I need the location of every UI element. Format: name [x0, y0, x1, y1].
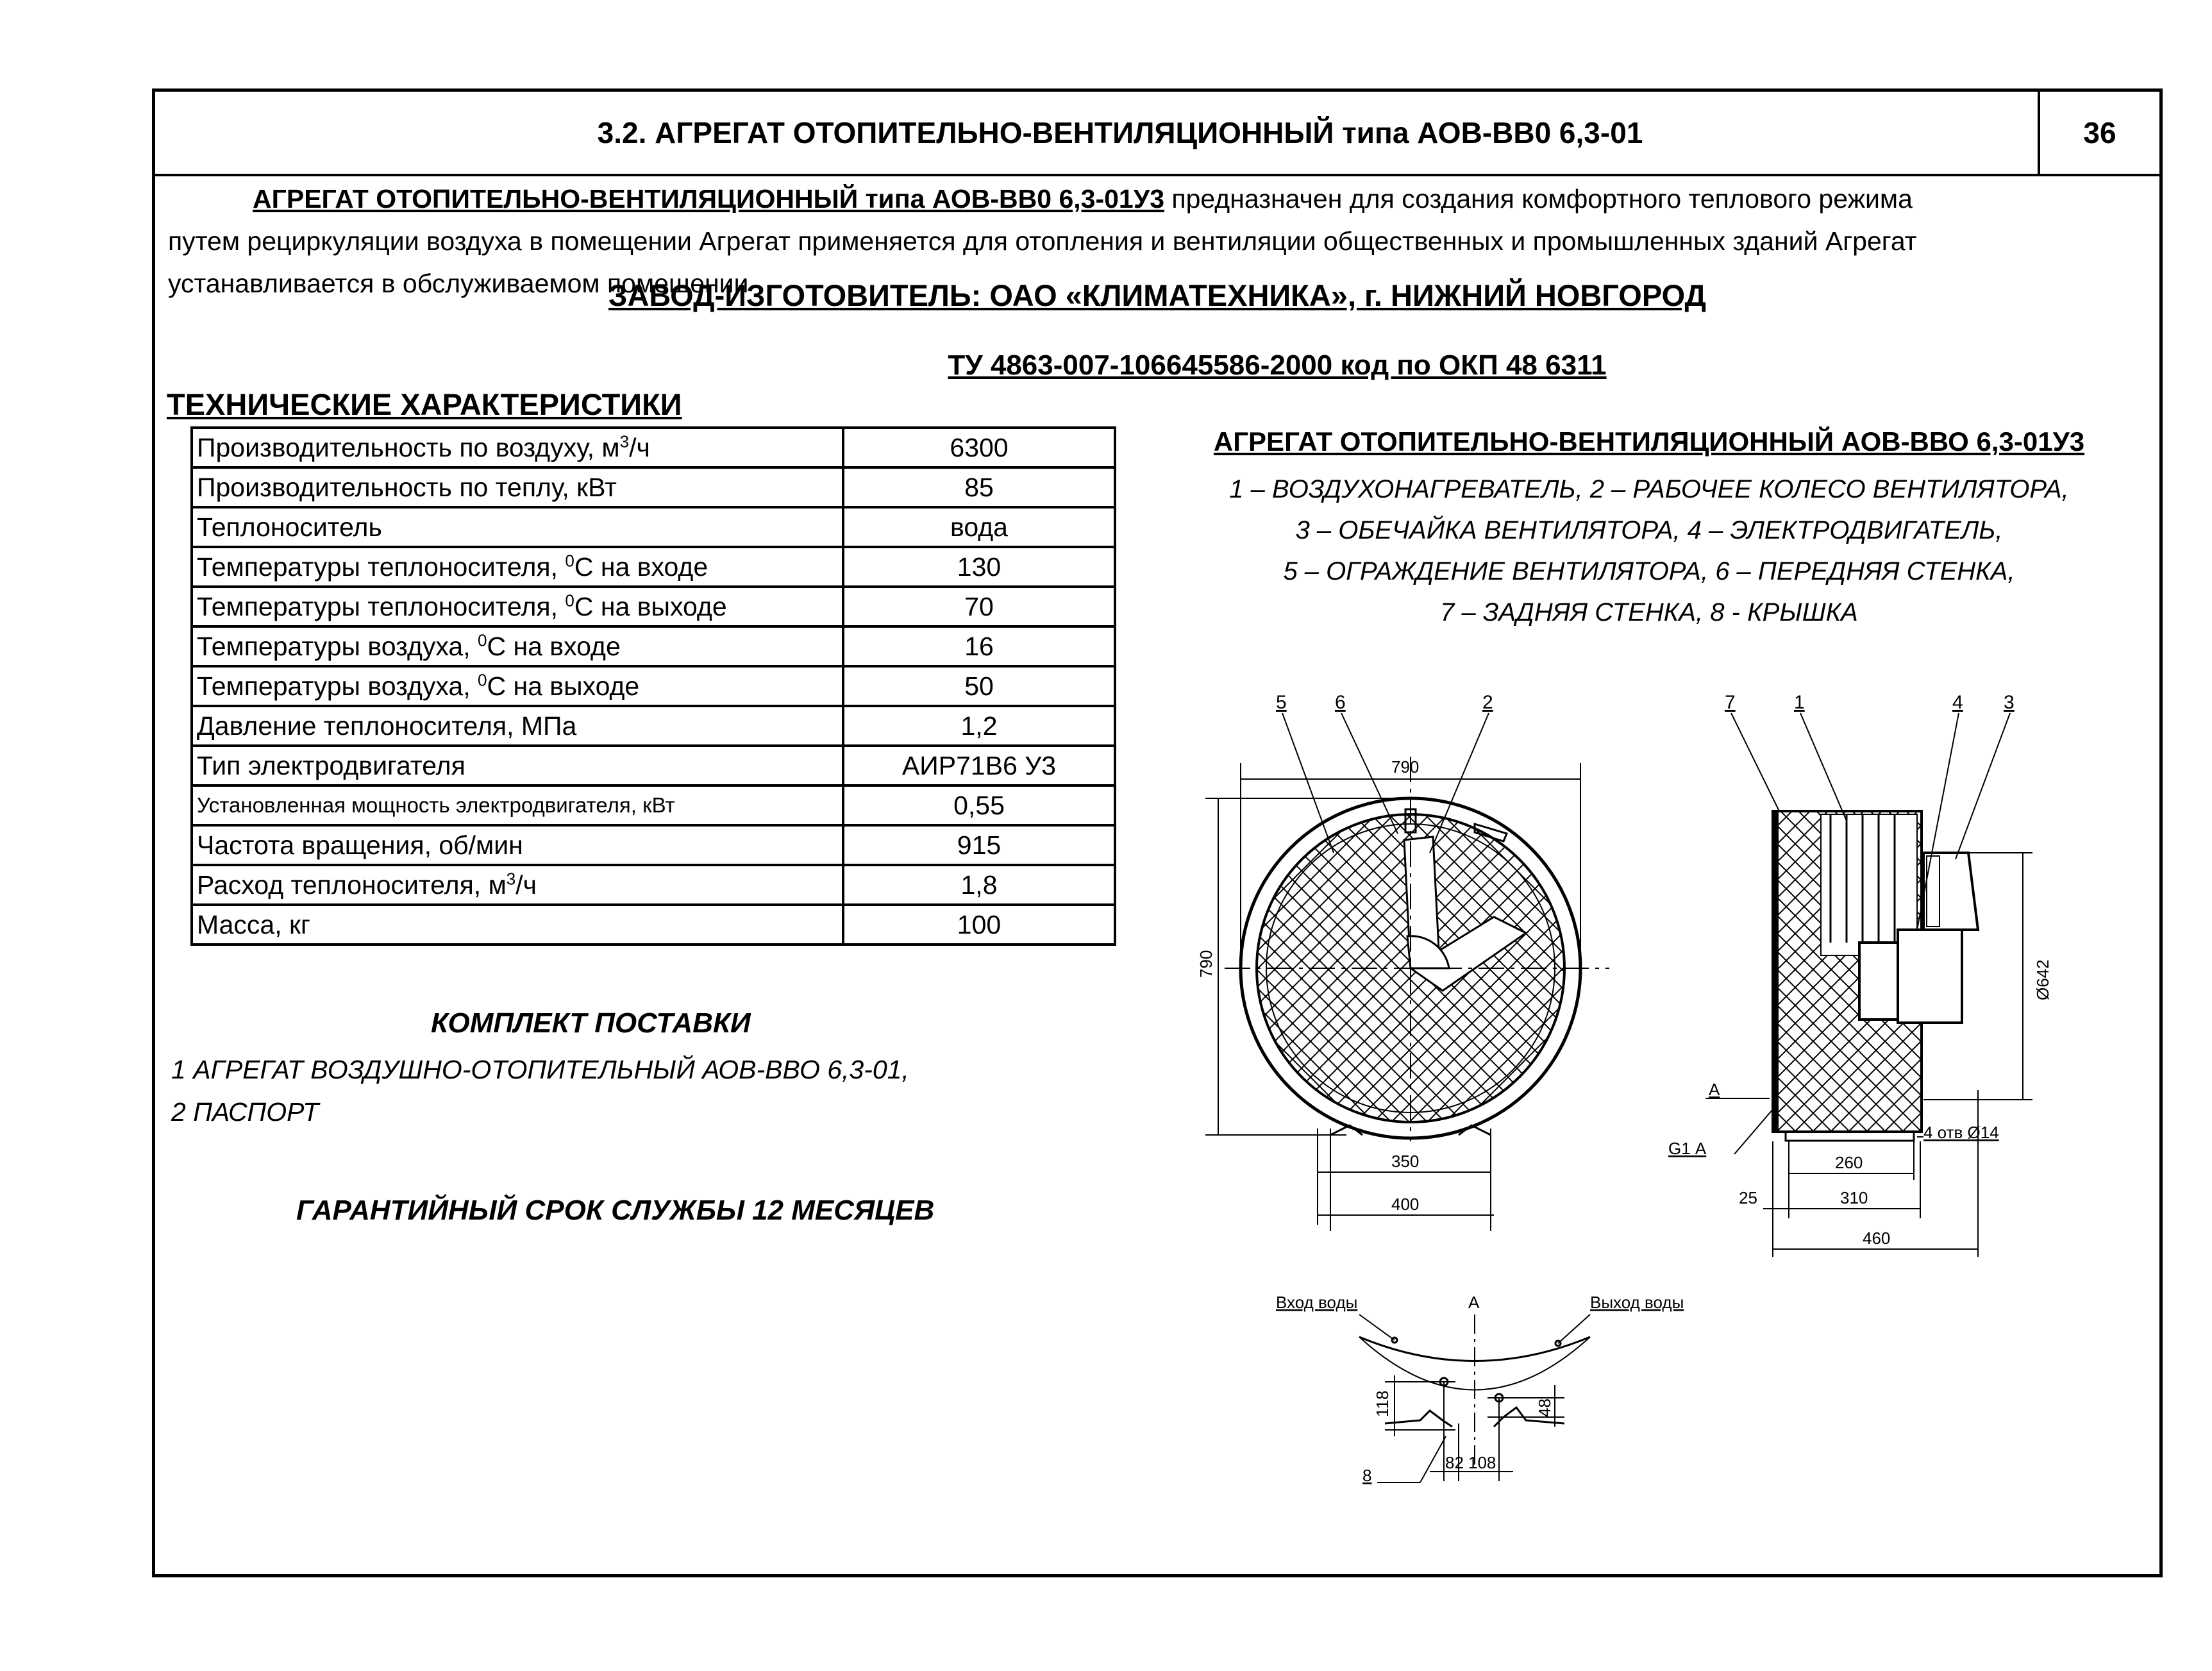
water-in-label: Вход воды	[1276, 1293, 1358, 1312]
dim-310: 310	[1840, 1188, 1868, 1207]
dim-height: 790	[1196, 950, 1216, 978]
spec-param: Температуры воздуха, $^0$С на входе	[192, 626, 843, 666]
page-number: 36	[2038, 92, 2159, 174]
specs-heading: ТЕХНИЧЕСКИЕ ХАРАКТЕРИСТИКИ	[167, 387, 682, 421]
tu-code: ТУ 4863-007-106645586-2000 код по ОКП 48 6311	[948, 349, 1607, 381]
water-out-label: Выход воды	[1590, 1293, 1684, 1312]
spec-value: 70	[843, 587, 1115, 626]
dim-400: 400	[1391, 1195, 1420, 1214]
dim-260: 260	[1835, 1153, 1863, 1172]
intro-line1: предназначен для создания комфортного теплового режима	[1164, 184, 1913, 214]
spec-param: Температуры теплоносителя, $^0$С на выходе	[192, 587, 843, 626]
callout-8: 8	[1362, 1466, 1372, 1485]
spec-param: Температуры теплоносителя, $^0$С на входе	[192, 547, 843, 587]
intro-line3: устанавливается в обслуживаемом помещении	[168, 269, 749, 298]
callout-4: 4	[1952, 692, 1963, 713]
kit-item: 2 ПАСПОРТ	[171, 1097, 319, 1127]
dim-d642: Ø642	[2033, 959, 2052, 1000]
holes-label: 4 отв Ø14	[1923, 1123, 1999, 1142]
callout-2: 2	[1482, 692, 1493, 713]
spec-param: Температуры воздуха, $^0$С на выходе	[192, 666, 843, 706]
spec-param: Установленная мощность электродвигателя, кВт	[192, 785, 843, 825]
spec-param: Расход теплоносителя, $м^3/ч$	[192, 865, 843, 905]
spec-param: Тип электродвигателя	[192, 746, 843, 785]
callout-7: 7	[1725, 692, 1736, 713]
dim-350: 350	[1391, 1152, 1420, 1171]
warranty: ГАРАНТИЙНЫЙ СРОК СЛУЖБЫ 12 МЕСЯЦЕВ	[296, 1195, 935, 1226]
spec-value: 1,2	[843, 706, 1115, 746]
legend-line: 3 – ОБЕЧАЙКА ВЕНТИЛЯТОРА, 4 – ЭЛЕКТРОДВИГАТЕЛЬ,	[1295, 516, 2003, 544]
intro-line2: путем рециркуляции воздуха в помещении Агрегат применяется для отопления и вентиляции общественных и промышленных зданий Агрегат	[168, 226, 1917, 256]
spec-value: 6300	[843, 428, 1115, 467]
spec-value: 915	[843, 825, 1115, 865]
page-title: 3.2. АГРЕГАТ ОТОПИТЕЛЬНО-ВЕНТИЛЯЦИОННЫЙ типа АОВ-ВВ0 6,3-01	[597, 116, 1643, 149]
side-view	[1705, 713, 2032, 1257]
detail-title: А	[1468, 1293, 1480, 1312]
kit-item: 1 АГРЕГАТ ВОЗДУШНО-ОТОПИТЕЛЬНЫЙ АОВ-ВВО 6,3-01,	[171, 1055, 909, 1084]
dim-460: 460	[1863, 1229, 1891, 1248]
spec-param: Частота вращения, об/мин	[192, 825, 843, 865]
kit-heading: КОМПЛЕКТ ПОСТАВКИ	[431, 1007, 751, 1039]
unit-heading: АГРЕГАТ ОТОПИТЕЛЬНО-ВЕНТИЛЯЦИОННЫЙ АОВ-ВВО 6,3-01У3	[1213, 426, 2085, 457]
spec-param: Теплоноситель	[192, 507, 843, 547]
spec-param: Производительность по теплу, кВт	[192, 467, 843, 507]
spec-value: 130	[843, 547, 1115, 587]
callout-1: 1	[1794, 692, 1805, 713]
label-g1a: G1 А	[1668, 1139, 1707, 1158]
label-a: А	[1709, 1080, 1720, 1099]
spec-value: 0,55	[843, 785, 1115, 825]
dim-width: 790	[1391, 757, 1420, 777]
spec-param: Масса, кг	[192, 905, 843, 945]
spec-value: 16	[843, 626, 1115, 666]
callout-3: 3	[2004, 692, 2015, 713]
intro-lead: АГРЕГАТ ОТОПИТЕЛЬНО-ВЕНТИЛЯЦИОННЫЙ типа АОВ-ВВ0 6,3-01У3	[253, 184, 1165, 214]
spec-value: 1,8	[843, 865, 1115, 905]
dim-82: 82	[1445, 1453, 1464, 1472]
spec-value: 100	[843, 905, 1115, 945]
callout-5: 5	[1276, 692, 1287, 713]
spec-value: АИР71В6 У3	[843, 746, 1115, 785]
spec-param: Производительность по воздуху, $м^3/ч$	[192, 428, 843, 467]
callout-6: 6	[1335, 692, 1346, 713]
manufacturer: ЗАВОД-ИЗГОТОВИТЕЛЬ: ОАО «КЛИМАТЕХНИКА», г. НИЖНИЙ НОВГОРОД	[608, 278, 1706, 312]
dim-48: 48	[1535, 1398, 1554, 1417]
spec-value: 85	[843, 467, 1115, 507]
dim-25: 25	[1739, 1188, 1757, 1207]
spec-value: вода	[843, 507, 1115, 547]
legend-line: 1 – ВОЗДУХОНАГРЕВАТЕЛЬ, 2 – РАБОЧЕЕ КОЛЕСО ВЕНТИЛЯТОРА,	[1229, 475, 2069, 503]
spec-param: Давление теплоносителя, МПа	[192, 706, 843, 746]
spec-value: 50	[843, 666, 1115, 706]
dim-108: 108	[1468, 1453, 1496, 1472]
legend-line: 7 – ЗАДНЯЯ СТЕНКА, 8 - КРЫШКА	[1440, 598, 1858, 626]
detail-labels	[1276, 1293, 1684, 1485]
dim-118: 118	[1373, 1390, 1392, 1417]
legend-line: 5 – ОГРАЖДЕНИЕ ВЕНТИЛЯТОРА, 6 – ПЕРЕДНЯЯ СТЕНКА,	[1283, 557, 2015, 585]
